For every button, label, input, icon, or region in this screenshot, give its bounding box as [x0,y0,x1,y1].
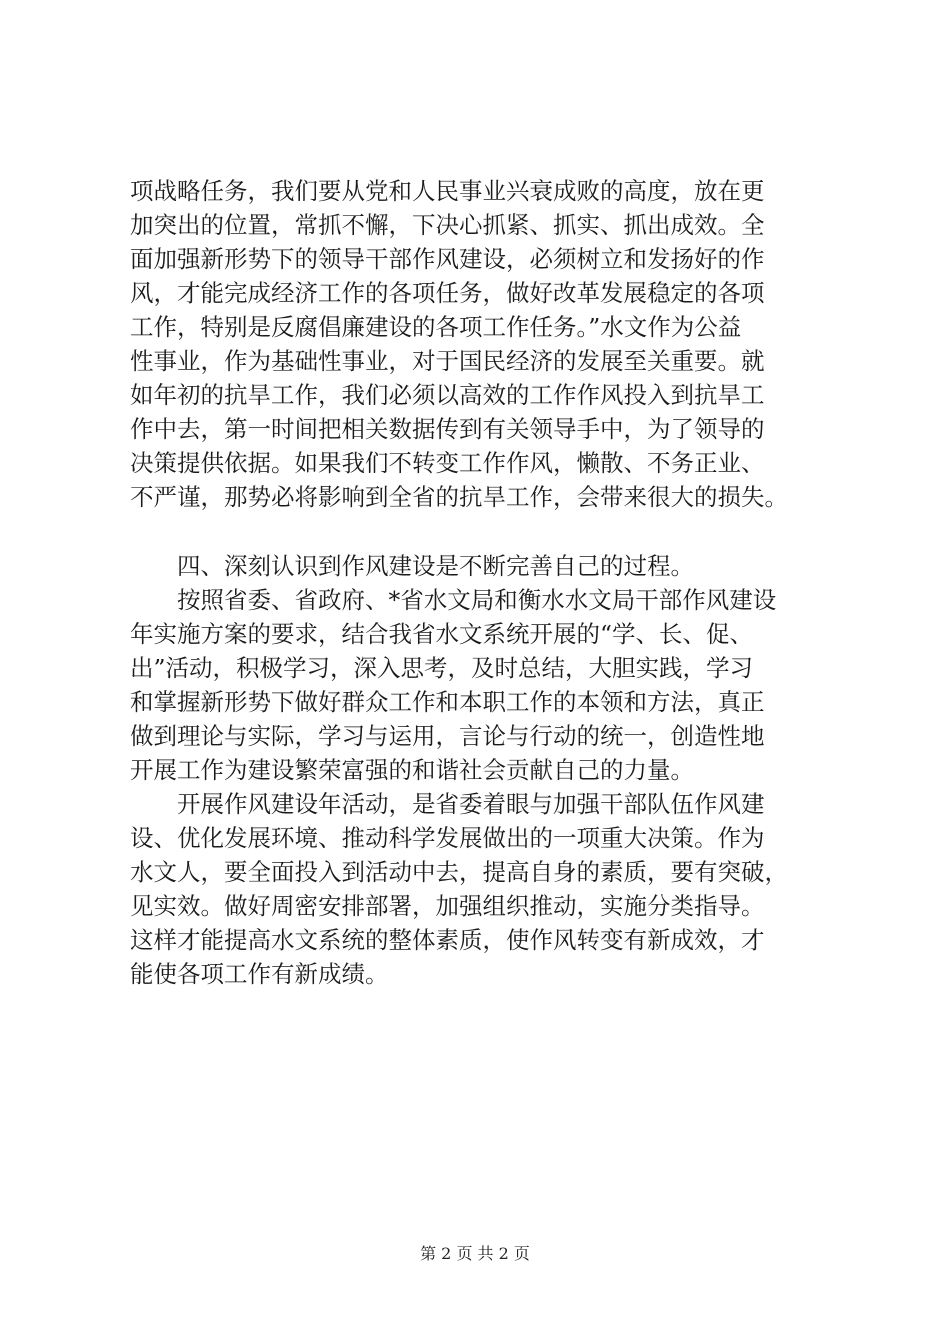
paragraph-line: 见实效。做好周密安排部署，加强组织推动，实施分类指导。 [130,892,765,920]
paragraph-line: 开展工作为建设繁荣富强的和谐社会贡献自己的力量。 [130,756,694,784]
paragraph-line: 出”活动，积极学习，深入思考，及时总结，大胆实践，学习 [130,654,754,682]
paragraph-line: 决策提供依据。如果我们不转变工作作风，懒散、不务正业、 [130,449,765,477]
paragraph-line: 做到理论与实际，学习与运用，言论与行动的统一，创造性地 [130,722,765,750]
paragraph-line: 这样才能提高水文系统的整体素质，使作风转变有新成效，才 [130,926,765,954]
paragraph-line: 性事业，作为基础性事业，对于国民经济的发展至关重要。就 [130,347,765,375]
paragraph-line: 如年初的抗旱工作，我们必须以高效的工作作风投入到抗旱工 [130,381,765,409]
paragraph-line: 开展作风建设年活动，是省委着眼与加强干部队伍作风建 [130,790,765,818]
paragraph-line: 作中去，第一时间把相关数据传到有关领导手中，为了领导的 [130,415,765,443]
page-footer: 第 2 页 共 2 页 [420,1244,530,1263]
paragraph-line: 加突出的位置，常抓不懈，下决心抓紧、抓实、抓出成效。全 [130,211,765,239]
paragraph-line: 能使各项工作有新成绩。 [130,960,389,988]
paragraph-line: 面加强新形势下的领导干部作风建设，必须树立和发扬好的作 [130,245,765,273]
paragraph-line: 项战略任务，我们要从党和人民事业兴衰成败的高度，放在更 [130,177,765,205]
paragraph-line: 风，才能完成经济工作的各项任务，做好改革发展稳定的各项 [130,279,765,307]
paragraph-line: 年实施方案的要求，结合我省水文系统开展的“学、长、促、 [130,620,754,648]
paragraph-line: 水文人，要全面投入到活动中去，提高自身的素质，要有突破， [130,858,788,886]
section-heading: 四、深刻认识到作风建设是不断完善自己的过程。 [130,552,694,580]
paragraph-line: 按照省委、省政府、*省水文局和衡水水文局干部作风建设 [130,586,777,614]
paragraph-line: 工作，特别是反腐倡廉建设的各项工作任务。”水文作为公益 [130,313,742,341]
paragraph-line: 不严谨，那势必将影响到全省的抗旱工作，会带来很大的损失。 [130,483,788,511]
paragraph-line: 设、优化发展环境、推动科学发展做出的一项重大决策。作为 [130,824,765,852]
paragraph-line: 和掌握新形势下做好群众工作和本职工作的本领和方法，真正 [130,688,765,716]
